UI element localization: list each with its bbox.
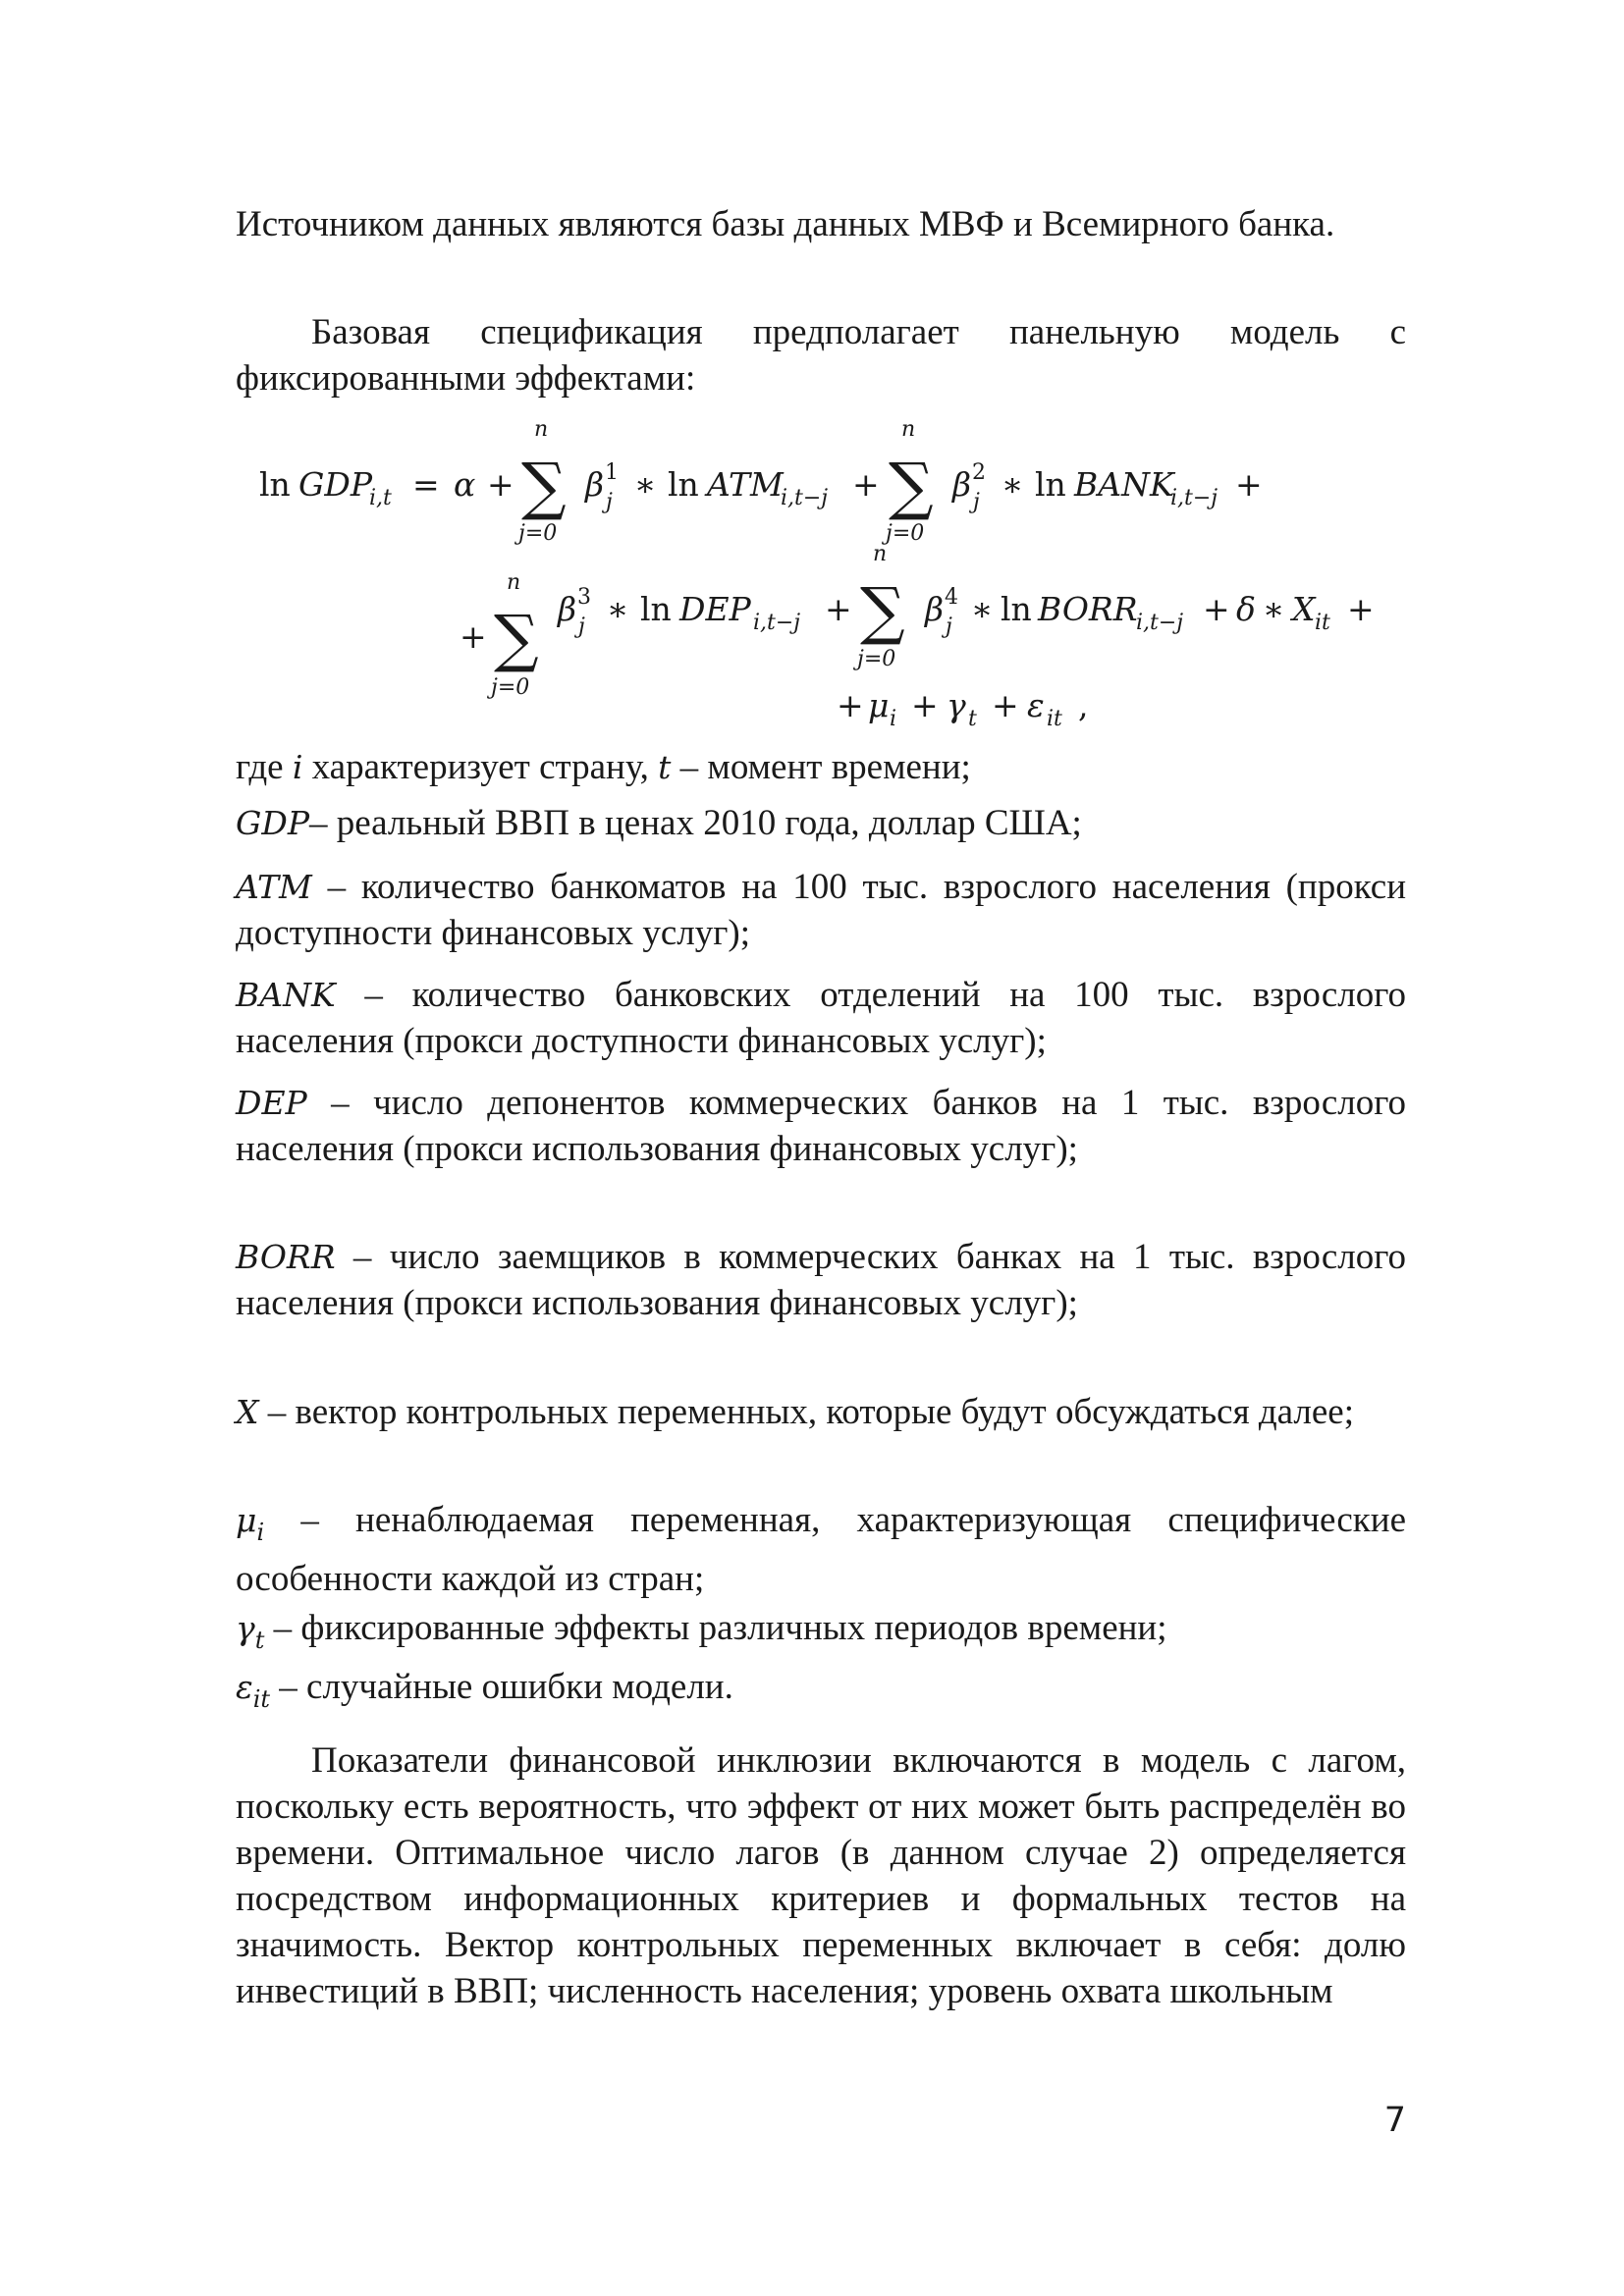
formula-plus-2: + — [852, 465, 880, 504]
where-pre: где — [236, 747, 293, 787]
where-var-t: t — [658, 748, 672, 786]
where-var-i: i — [292, 748, 303, 786]
definition-borr-var: BORR — [236, 1238, 336, 1276]
formula-plus-6: + — [1203, 590, 1230, 628]
formula-borr: BORR — [1038, 590, 1138, 628]
where-post: – момент времени; — [671, 747, 971, 787]
definition-gamma-sub: t — [254, 1627, 265, 1654]
formula-delta: δ — [1236, 590, 1256, 628]
times-1: ∗ — [634, 465, 657, 504]
beta-sup-1: 1 — [605, 460, 619, 485]
beta-3: β — [558, 590, 577, 628]
formula-dep-sub: i,t−j — [753, 611, 801, 635]
beta-sup-2: 2 — [972, 460, 986, 485]
definition-atm-text: – количество банкоматов на 100 тыс. взрослого населения (прокси доступности финансовых услуг); — [236, 867, 1406, 953]
definition-bank-text: – количество банковских отделений на 100 тыс. взрослого населения (прокси доступности финансовых услуг); — [236, 975, 1406, 1061]
formula-comma: , — [1078, 686, 1089, 724]
sum-upper-2: n — [901, 417, 916, 442]
definition-gdp — [236, 800, 1406, 846]
beta-sub-2: j — [973, 490, 980, 514]
formula-bank-sub: i,t−j — [1170, 486, 1218, 510]
sum-lower-1: j=0 — [518, 521, 558, 546]
definition-borr — [236, 1234, 1406, 1326]
formula-plus-8: + — [837, 686, 864, 724]
closing-paragraph: Показатели финансовой инклюзии включаются в модель с лагом, поскольку есть вероятность, что эффект от них может быть распределён во времени. Оптимальное число лагов (в данном случае 2) определяется посредством информационных критериев и формальных тестов на значимость. Вектор контрольных переменных включает в себя: долю инвестиций в ВВП; численность населения; уровень охвата школьным — [236, 1740, 1406, 2011]
sum-sign-2: ∑ — [889, 451, 934, 523]
formula-plus-10: + — [992, 686, 1019, 724]
definition-gdp-text: – реальный ВВП в ценах 2010 года, доллар США; — [309, 803, 1082, 843]
definition-x — [236, 1389, 1406, 1435]
formula-dep: DEP — [679, 590, 751, 628]
definition-bank-var: BANK — [236, 976, 336, 1014]
formula-ln-4: ln — [640, 590, 672, 628]
definition-borr-text: – число заемщиков в коммерческих банках на 1 тыс. взрослого населения (прокси использования финансовых услуг); — [236, 1237, 1406, 1323]
formula-alpha: α — [454, 465, 476, 504]
formula-x-sub: it — [1315, 611, 1330, 635]
formula-plus-1: + — [487, 465, 514, 504]
formula-mu-sub: i — [890, 707, 897, 731]
formula-plus-9: + — [911, 686, 939, 724]
times-2: ∗ — [1001, 465, 1024, 504]
specification-paragraph: Базовая спецификация предполагает панельную модель с фиксированными эффектами: — [236, 312, 1406, 399]
beta-sup-3: 3 — [577, 585, 591, 610]
sum-lower-4: j=0 — [857, 647, 896, 671]
sum-lower-2: j=0 — [886, 521, 925, 546]
definition-mu-sub: i — [256, 1519, 265, 1546]
sum-sign-1: ∑ — [521, 451, 567, 523]
sum-sign-3: ∑ — [494, 603, 539, 675]
definition-x-text: – вектор контрольных переменных, которые будут обсуждаться далее; — [258, 1392, 1354, 1432]
intro-paragraph: Источником данных являются базы данных МВФ и Всемирного банка. — [236, 204, 1335, 244]
where-line — [236, 744, 1406, 790]
formula-gamma-sub: t — [968, 707, 977, 731]
definition-dep-text: – число депонентов коммерческих банков на 1 тыс. взрослого населения (прокси использования финансовых услуг); — [236, 1083, 1406, 1169]
formula-epsilon: ε — [1027, 686, 1045, 724]
formula-ln-1: ln — [259, 465, 291, 504]
sum-lower-3: j=0 — [491, 675, 530, 700]
beta-sub-1: j — [606, 490, 613, 514]
definition-gdp-var: GDP — [236, 804, 310, 842]
sum-upper-4: n — [873, 542, 888, 566]
formula-plus-4: + — [460, 617, 487, 656]
definition-atm-var: ATM — [236, 868, 312, 906]
definition-epsilon — [236, 1664, 1406, 1723]
formula-mu: μ — [868, 686, 890, 724]
definition-bank — [236, 972, 1406, 1064]
beta-2: β — [952, 465, 972, 504]
sum-upper-1: n — [534, 417, 549, 442]
formula-x: X — [1292, 590, 1316, 628]
formula-epsilon-sub: it — [1047, 707, 1062, 731]
times-4: ∗ — [971, 590, 994, 628]
definition-gamma — [236, 1605, 1406, 1664]
formula-equals: = — [412, 465, 440, 504]
definition-gamma-var: γ — [236, 1609, 255, 1647]
definition-epsilon-text: – случайные ошибки модели. — [270, 1667, 733, 1707]
beta-1: β — [585, 465, 605, 504]
beta-4: β — [925, 590, 945, 628]
panel-model-formula — [236, 412, 1406, 736]
formula-plus-7: + — [1347, 590, 1375, 628]
definition-dep-var: DEP — [236, 1084, 307, 1122]
times-5: ∗ — [1263, 590, 1285, 628]
where-mid: характеризует страну, — [302, 747, 659, 787]
definition-x-var: X — [236, 1393, 259, 1431]
page-number: 7 — [1383, 2101, 1406, 2140]
definition-dep — [236, 1080, 1406, 1172]
definition-gamma-text: – фиксированные эффекты различных периодов времени; — [264, 1608, 1167, 1648]
sum-sign-4: ∑ — [860, 575, 905, 648]
definition-mu-var: μ — [236, 1501, 257, 1539]
formula-plus-3: + — [1235, 465, 1263, 504]
definition-mu-text: – ненаблюдаемая переменная, характеризующая специфические особенности каждой из стран; — [236, 1500, 1406, 1599]
formula-atm-sub: i,t−j — [781, 486, 829, 510]
formula-gdp: GDP — [298, 465, 373, 504]
formula-gamma: γ — [947, 686, 966, 724]
formula-gdp-sub: i,t — [369, 486, 392, 510]
definition-epsilon-sub: it — [252, 1685, 271, 1713]
formula-atm: ATM — [707, 465, 784, 504]
formula-borr-sub: i,t−j — [1136, 611, 1184, 635]
beta-sub-3: j — [578, 614, 585, 639]
formula-ln-3: ln — [1035, 465, 1066, 504]
sum-upper-3: n — [507, 570, 521, 595]
beta-sub-4: j — [946, 614, 952, 639]
formula-ln-2: ln — [668, 465, 699, 504]
definition-atm — [236, 864, 1406, 956]
formula-plus-5: + — [825, 590, 852, 628]
times-3: ∗ — [607, 590, 629, 628]
definition-mu — [236, 1497, 1406, 1602]
formula-ln-5: ln — [1001, 590, 1032, 628]
formula-bank: BANK — [1074, 465, 1174, 504]
beta-sup-4: 4 — [945, 585, 958, 610]
definition-epsilon-var: ε — [236, 1668, 253, 1706]
